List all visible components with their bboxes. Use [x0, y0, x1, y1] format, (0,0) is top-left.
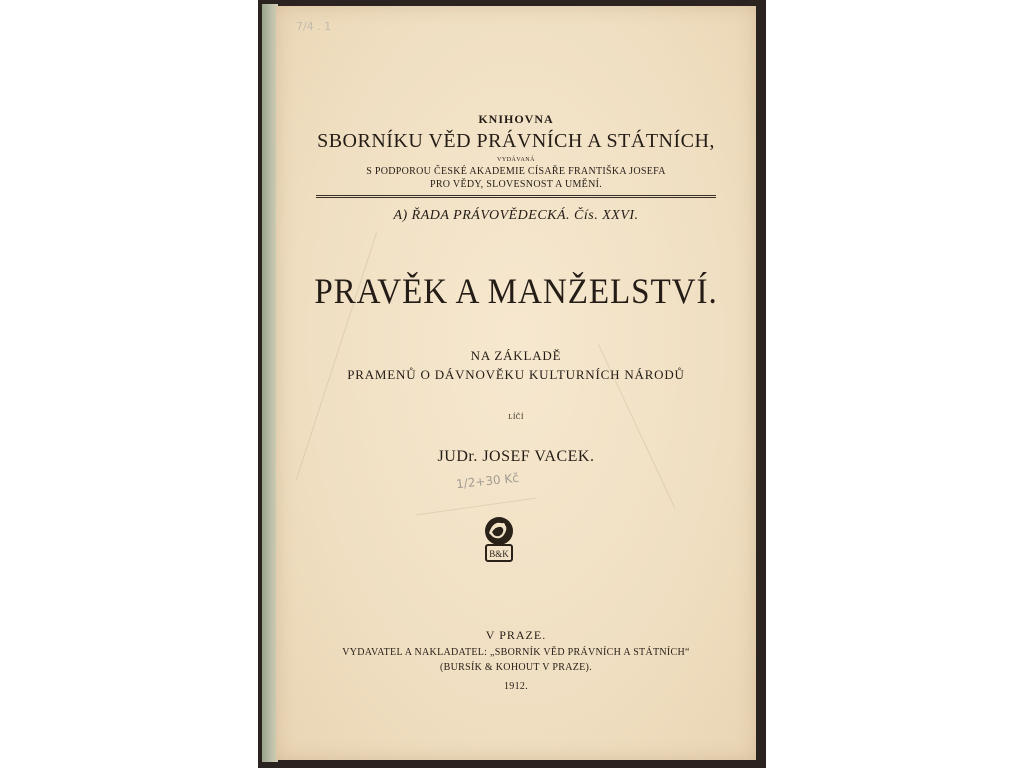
describes-label: LÍČÍ — [508, 413, 524, 421]
publisher-mark-text: B&K — [489, 549, 509, 559]
subtitle-line-1: NA ZÁKLADĚ — [470, 348, 562, 363]
main-title: PRAVĚK A MANŽELSTVÍ. — [314, 271, 718, 311]
series-name: SBORNÍKU VĚD PRÁVNÍCH A STÁTNÍCH, — [317, 130, 715, 152]
title-page — [276, 6, 756, 760]
support-line-2: PRO VĚDY, SLOVESNOST A UMĚNÍ. — [429, 179, 603, 190]
pencil-mark-top: 7/4 . 1 — [296, 20, 332, 33]
publisher-line-1: VYDAVATEL A NAKLADATEL: „SBORNÍK VĚD PRÁVNÍCH A STÁTNÍCH“ — [342, 647, 690, 658]
publisher-line-2: (BURSÍK & KOHOUT V PRAZE). — [440, 662, 592, 673]
place-of-publication: V PRAZE. — [485, 628, 547, 642]
series-number: A) ŘADA PRÁVOVĚDECKÁ. Čís. XXVI. — [393, 208, 639, 223]
author-name: JUDr. JOSEF VACEK. — [437, 448, 595, 465]
publication-year: 1912. — [504, 681, 528, 692]
support-line-1: S PODPOROU ČESKÉ AKADEMIE CÍSAŘE FRANTIŠKA JOSEFA — [366, 166, 666, 177]
subtitle-line-2: PRAMENŮ O DÁVNOVĚKU KULTURNÍCH NÁRODŮ — [347, 367, 685, 382]
handwritten-price-note: 1/2+30 Kč — [455, 470, 520, 492]
issued-label: VYDÁVANÁ — [497, 157, 535, 163]
publisher-emblem-icon — [481, 513, 517, 565]
library-label: KNIHOVNA — [478, 112, 554, 126]
header-rule — [316, 195, 716, 198]
paper-crease — [417, 498, 536, 516]
